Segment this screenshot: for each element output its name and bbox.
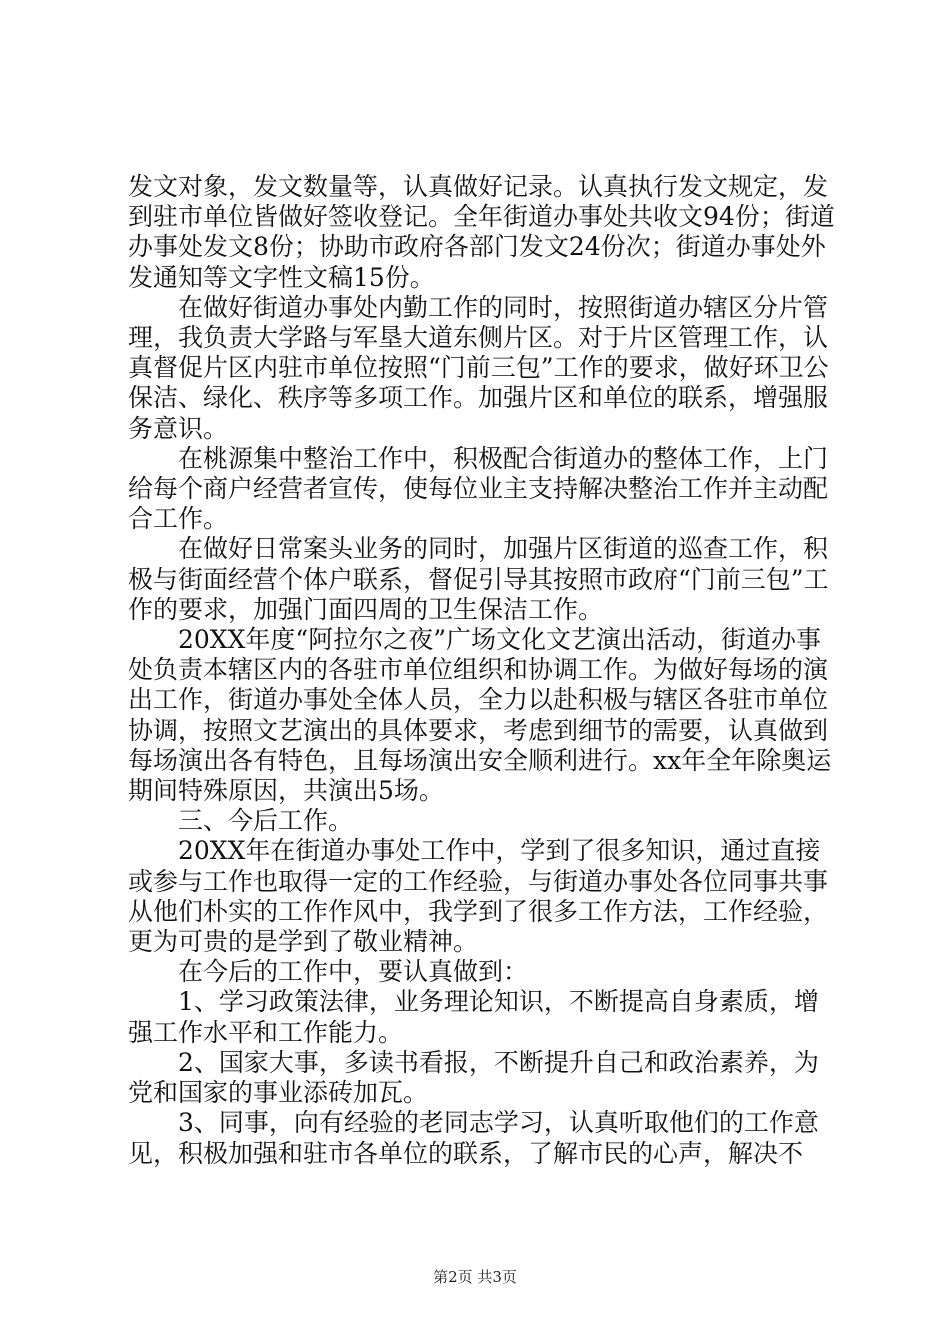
document-body	[128, 172, 838, 1169]
paragraph: 在桃源集中整治工作中，积极配合街道办的整体工作，上门给每个商户经营者宣传，使每位业主支持解决整治工作并主动配合工作。	[128, 443, 829, 534]
paragraph: 在做好日常案头业务的同时，加强片区街道的巡查工作，积极与街面经营个体户联系，督促引导其按照市政府“门前三包”工作的要求，加强门面四周的卫生保洁工作。	[128, 534, 829, 624]
paragraph: 20XX年在街道办事处工作中，学到了很多知识，通过直接或参与工作也取得一定的工作经验，与街道办事处各位同事共事从他们朴实的工作作风中，我学到了很多工作方法，工作经验，更为可贵的是学到了敬业精神。	[128, 836, 829, 957]
page-number: 第2页 共3页	[433, 1268, 517, 1286]
list-item: 1、学习政策法律，业务理论知识，不断提高自身素质，增强工作水平和工作能力。	[128, 987, 819, 1047]
paragraph: 发文对象，发文数量等，认真做好记录。认真执行发文规定，发到驻市单位皆做好签收登记。全年街道办事处共收文94份；街道办事处发文8份；协助市政府各部门发文24份次；街道办事处外发通知等文字性文稿15份。	[128, 172, 835, 292]
paragraph: 在做好街道办事处内勤工作的同时，按照街道办辖区分片管理，我负责大学路与军垦大道东侧片区。对于片区管理工作，认真督促片区内驻市单位按照“门前三包”工作的要求，做好环卫公保洁、绿化、秩序等多项工作。加强片区和单位的联系，增强服务意识。	[128, 292, 829, 443]
list-item: 2、国家大事，多读书看报，不断提升自己和政治素养，为党和国家的事业添砖加瓦。	[128, 1047, 819, 1108]
list-item: 3、同事，向有经验的老同志学习，认真听取他们的工作意见，积极加强和驻市各单位的联系，了解市民的心声，解决不	[128, 1108, 819, 1168]
paragraph: 20XX年度“阿拉尔之夜”广场文化文艺演出活动，街道办事处负责本辖区内的各驻市单位组织和协调工作。为做好每场的演出工作，街道办事处全体人员，全力以赴积极与辖区各驻市单位协调，按照文艺演出的具体要求，考虑到细节的需要，认真做到每场演出各有特色，且每场演出安全顺利进行。xx年全年除奥运期间特殊原因，共演出5场。	[128, 625, 832, 806]
page-footer	[0, 1266, 950, 1287]
section-heading: 三、今后工作。	[178, 806, 354, 836]
paragraph: 在今后的工作中，要认真做到：	[178, 957, 529, 987]
